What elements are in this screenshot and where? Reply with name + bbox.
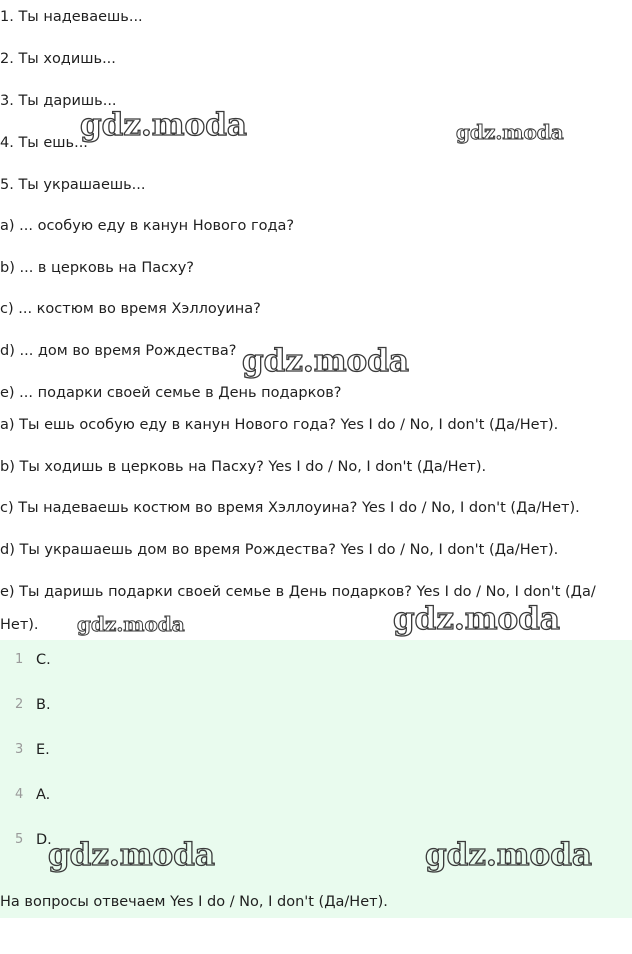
question-line-b: b) Ты ходишь в церковь на Пасху? Yes I do / No, I don't (Да/Нет). — [0, 459, 487, 475]
answer-number: 4 — [15, 787, 24, 802]
question-line-d: d) Ты украшаешь дом во время Рождества? Yes I do / No, I don't (Да/Нет). — [0, 542, 559, 558]
answer-value: A. — [36, 787, 51, 803]
answer-number: 3 — [15, 742, 24, 757]
ending-line-e: e) ... подарки своей семье в День подарков? — [0, 385, 342, 401]
prompt-line-3: 3. Ты даришь... — [0, 93, 117, 109]
answer-value: E. — [36, 742, 50, 758]
answer-value: C. — [36, 652, 51, 668]
ending-line-c: c) ... костюм во время Хэллоуина? — [0, 301, 261, 317]
prompt-line-4: 4. Ты ешь... — [0, 135, 88, 151]
answer-number: 2 — [15, 697, 24, 712]
watermark-logo: gdz.moda — [80, 107, 247, 143]
watermark-logo: gdz.moda — [456, 120, 564, 144]
prompt-line-1: 1. Ты надеваешь... — [0, 9, 143, 25]
ending-line-a: a) ... особую еду в канун Нового года? — [0, 218, 295, 234]
answer-number: 5 — [15, 832, 24, 847]
watermark-logo: gdz.moda — [242, 343, 409, 379]
watermark-logo: gdz.moda — [393, 601, 560, 637]
question-line-e: e) Ты даришь подарки своей семье в День подарков? Yes I do / No, I don't (Да/Нет). — [0, 584, 596, 633]
closing-note: На вопросы отвечаем Yes I do / No, I don't (Да/Нет). — [0, 894, 388, 910]
answer-value: B. — [36, 697, 51, 713]
answer-number: 1 — [15, 652, 24, 667]
watermark-logo: gdz.moda — [48, 837, 215, 873]
watermark-logo: gdz.moda — [77, 612, 185, 636]
question-line-c: c) Ты надеваешь костюм во время Хэллоуина? Yes I do / No, I don't (Да/Нет). — [0, 500, 580, 516]
question-line-a: a) Ты ешь особую еду в канун Нового года? Yes I do / No, I don't (Да/Нет). — [0, 417, 559, 433]
prompt-line-5: 5. Ты украшаешь... — [0, 177, 146, 193]
prompt-line-2: 2. Ты ходишь... — [0, 51, 116, 67]
ending-line-b: b) ... в церковь на Пасху? — [0, 260, 194, 276]
answers-block — [0, 640, 632, 918]
answer-value: D. — [36, 832, 52, 848]
ending-line-d: d) ... дом во время Рождества? — [0, 343, 237, 359]
watermark-logo: gdz.moda — [425, 837, 592, 873]
